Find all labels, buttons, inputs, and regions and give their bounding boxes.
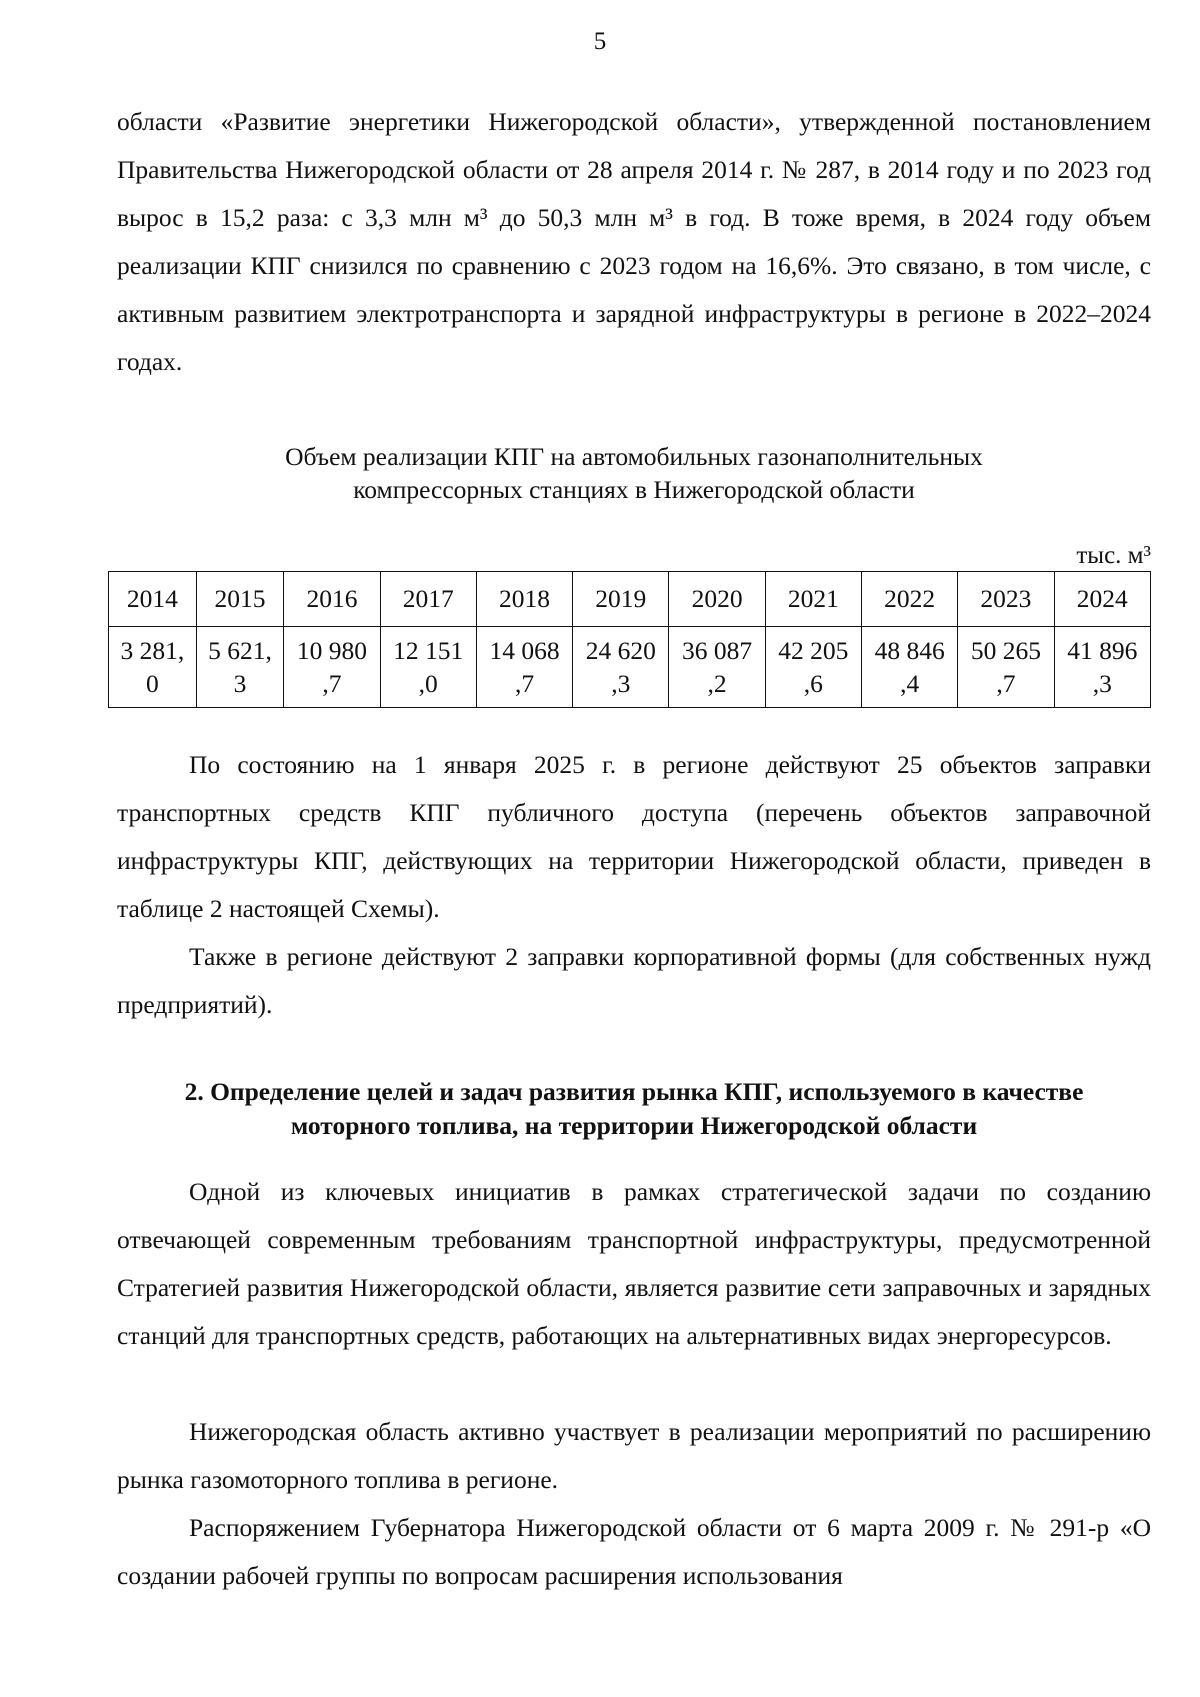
page-number: 5 xyxy=(593,28,607,55)
intro-paragraph: области «Развитие энергетики Нижегородской области», утвержденной постановлением Правительства Нижегородской области от 28 апреля 2014 г. № 287, в 2014 году и по 2023 год вырос в 15,2 раза: с 3,3 млн м³ до 50,3 млн м³ в год. В тоже время, в 2024 году объем реализации КПГ снизился по сравнению с 2023 годом на 16,6%. Это связано, в том числе, с активным развитием электротранспорта и зарядной инфраструктуры в регионе в 2022–2024 годах. xyxy=(117,107,1151,376)
value-cell xyxy=(669,627,765,708)
section-heading-line-1: 2. Определение целей и задач развития рынка КПГ, используемого в качестве xyxy=(184,1077,1084,1106)
section-heading xyxy=(117,1075,1151,1143)
value-line-2: ,0 xyxy=(418,669,438,698)
participation-paragraph: Нижегородская область активно участвует в реализации мероприятий по расширению рынка газомоторного топлива в регионе. xyxy=(117,1417,1151,1494)
year-cell: 2024 xyxy=(1054,572,1150,627)
value-cell xyxy=(765,627,861,708)
year-cell: 2018 xyxy=(476,572,572,627)
value-line-1: 24 620 xyxy=(585,636,656,665)
value-line-2: ,7 xyxy=(322,669,342,698)
value-line-1: 36 087 xyxy=(682,636,753,665)
value-line-2: ,4 xyxy=(900,669,920,698)
value-line-1: 41 896 xyxy=(1067,636,1138,665)
value-line-1: 14 068 xyxy=(489,636,560,665)
year-cell: 2022 xyxy=(862,572,958,627)
table-header-row xyxy=(109,572,1151,627)
value-line-1: 3 281, xyxy=(120,636,185,665)
table-caption xyxy=(117,440,1151,506)
value-cell xyxy=(284,627,380,708)
value-cell xyxy=(573,627,669,708)
value-line-1: 10 980 xyxy=(296,636,368,665)
value-line-2: ,7 xyxy=(514,669,535,698)
value-cell xyxy=(196,627,284,708)
kpg-volume-table xyxy=(108,571,1151,708)
value-cell xyxy=(109,627,197,708)
value-line-2: ,6 xyxy=(803,669,823,698)
value-cell xyxy=(476,627,572,708)
value-line-2: ,7 xyxy=(996,669,1016,698)
corporate-paragraph: Также в регионе действуют 2 заправки корпоративной формы (для собственных нужд предприятий). xyxy=(117,942,1151,1019)
value-line-2: ,3 xyxy=(611,669,631,698)
value-line-1: 50 265 xyxy=(970,636,1041,665)
value-line-1: 12 151 xyxy=(393,636,464,665)
value-line-1: 48 846 xyxy=(874,636,945,665)
year-cell: 2014 xyxy=(109,572,197,627)
year-cell: 2016 xyxy=(284,572,380,627)
value-line-2: ,3 xyxy=(1092,669,1112,698)
year-cell: 2019 xyxy=(573,572,669,627)
year-cell: 2021 xyxy=(765,572,861,627)
value-line-2: ,2 xyxy=(707,669,727,698)
value-cell xyxy=(1054,627,1150,708)
value-cell xyxy=(862,627,958,708)
order-paragraph: Распоряжением Губернатора Нижегородской области от 6 марта 2009 г. № 291-р «О создании рабочей группы по вопросам расширения использования xyxy=(117,1513,1151,1590)
initiative-paragraph: Одной из ключевых инициатив в рамках стратегической задачи по созданию отвечающей современным требованиям транспортной инфраструктуры, предусмотренной Стратегией развития Нижегородской области, является развитие сети заправочных и зарядных станций для транспортных средств, работающих на альтернативных видах энергоресурсов. xyxy=(117,1177,1151,1350)
year-cell: 2017 xyxy=(380,572,476,627)
value-line-1: 42 205 xyxy=(778,636,849,665)
table-caption-line-1: Объем реализации КПГ на автомобильных газонаполнительных xyxy=(285,442,983,471)
year-cell: 2020 xyxy=(669,572,765,627)
section-heading-line-2: моторного топлива, на территории Нижегородской области xyxy=(290,1111,978,1140)
table-values-row xyxy=(109,627,1151,708)
value-cell xyxy=(958,627,1054,708)
stations-paragraph: По состоянию на 1 января 2025 г. в регионе действуют 25 объектов заправки транспортных средств КПГ публичного доступа (перечень объектов заправочной инфраструктуры КПГ, действующих на территории Нижегородской области, приведен в таблице 2 настоящей Схемы). xyxy=(117,750,1151,923)
value-line-1: 5 621, xyxy=(208,636,272,665)
table-unit: тыс. м³ xyxy=(1076,542,1151,569)
table-caption-line-2: компрессорных станциях в Нижегородской области xyxy=(353,475,915,504)
value-line-2: 0 xyxy=(145,669,159,698)
value-line-2: 3 xyxy=(233,669,247,698)
value-cell xyxy=(380,627,476,708)
year-cell: 2023 xyxy=(958,572,1054,627)
year-cell: 2015 xyxy=(196,572,284,627)
